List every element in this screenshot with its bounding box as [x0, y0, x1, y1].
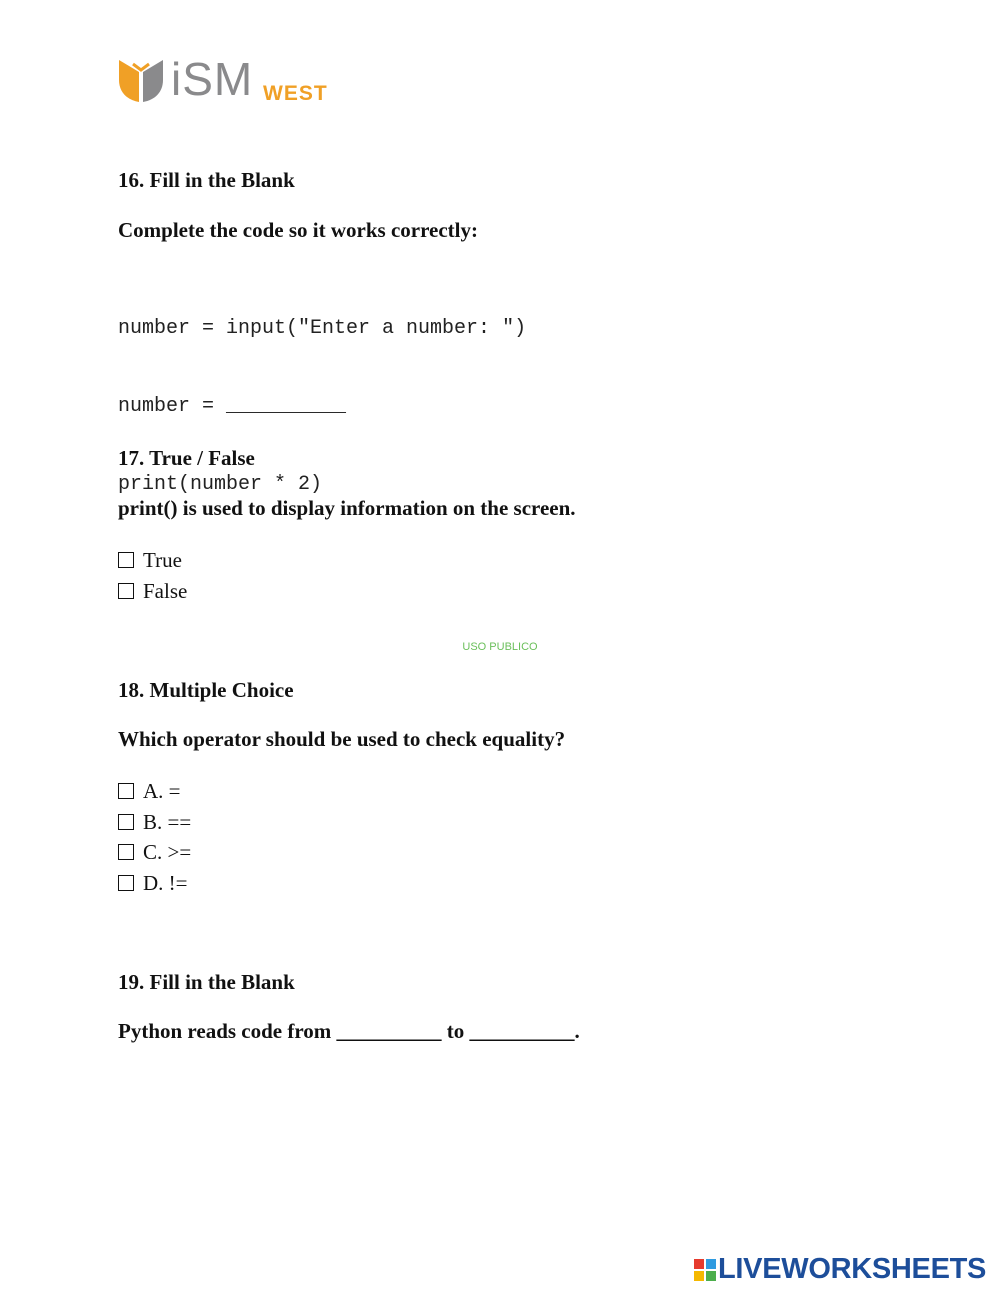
option-b[interactable] [118, 807, 191, 838]
code-line: number = input("Enter a number: ") [118, 317, 527, 340]
ism-west-logo [119, 53, 339, 106]
q17-options [118, 545, 187, 606]
option-c[interactable] [118, 837, 191, 868]
q16-title: 16. Fill in the Blank [118, 168, 295, 192]
checkbox-icon[interactable] [118, 552, 134, 568]
logo-subtext: WEST [263, 82, 328, 105]
liveworksheets-squares-icon [694, 1259, 716, 1281]
liveworksheets-wordmark: LIVEWORKSHEETS [718, 1253, 987, 1285]
option-d[interactable] [118, 868, 191, 899]
code-line-blank[interactable]: number = __________ [118, 395, 347, 418]
option-label: B. == [143, 809, 192, 834]
q18-title: 18. Multiple Choice [118, 678, 294, 702]
checkbox-icon[interactable] [118, 844, 134, 860]
watermark-label: USO PUBLICO [462, 641, 538, 653]
option-label: True [143, 548, 182, 572]
checkbox-icon[interactable] [118, 583, 134, 599]
q16-prompt: Complete the code so it works correctly: [118, 218, 479, 242]
logo-text: iSM [171, 53, 254, 105]
option-label: A. = [143, 779, 181, 803]
checkbox-icon[interactable] [118, 783, 134, 799]
q16-code-block [118, 264, 526, 524]
option-label: D. != [143, 870, 188, 895]
q17-prompt: print() is used to display information on the screen. [118, 496, 576, 520]
q18-prompt: Which operator should be used to check equality? [118, 727, 566, 751]
ism-shield-icon [119, 60, 163, 102]
q19-title: 19. Fill in the Blank [118, 970, 295, 994]
q17-title: 17. True / False [118, 446, 255, 470]
checkbox-icon[interactable] [118, 814, 134, 830]
option-false[interactable] [118, 576, 187, 607]
q19-prompt[interactable]: Python reads code from __________ to __________. [118, 1019, 580, 1043]
option-a[interactable] [118, 776, 191, 807]
code-line: print(number * 2) [118, 473, 323, 496]
checkbox-icon[interactable] [118, 875, 134, 891]
option-label: False [143, 578, 188, 603]
option-label: C. >= [143, 840, 192, 864]
option-true[interactable] [118, 545, 187, 576]
q18-options [118, 776, 191, 898]
